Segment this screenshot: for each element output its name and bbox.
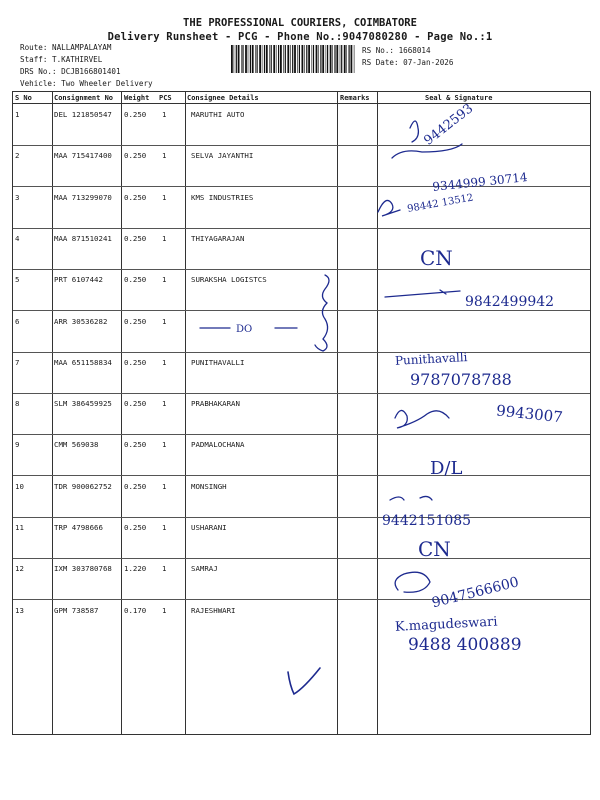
header-consignee: Consignee Details xyxy=(187,94,259,102)
handwritten-remark: CN xyxy=(418,537,451,561)
table-row xyxy=(13,393,590,435)
cell-pcs: 1 xyxy=(162,275,167,285)
cell-consignment: DEL 121850547 xyxy=(54,110,112,119)
cell-sno: 10 xyxy=(15,481,24,491)
cell-pcs: 1 xyxy=(162,605,167,615)
handwritten-phone: 9488 400889 xyxy=(408,635,522,655)
table-row xyxy=(13,352,590,394)
cell-sno: 5 xyxy=(15,275,20,285)
cell-consignment: MAA 871510241 xyxy=(54,233,112,243)
table-row xyxy=(13,434,590,476)
cell-consignment: TDR 900062752 xyxy=(54,481,112,491)
header-consignment: Consignment No xyxy=(54,94,114,102)
cell-consignment: TRP 4798666 xyxy=(54,523,103,532)
rs-date: RS Date: 07-Jan-2026 xyxy=(362,58,454,67)
rs-number: RS No.: 1668014 xyxy=(362,46,431,55)
cell-sno: 13 xyxy=(15,605,24,615)
cell-consignment: SLM 386459925 xyxy=(54,399,112,409)
header-seal: Seal & Signature xyxy=(425,94,493,102)
handwritten-phone: 9442151085 xyxy=(382,513,472,529)
table-row xyxy=(13,476,590,518)
handwritten-remark: D/L xyxy=(430,458,463,479)
cell-pcs: 1 xyxy=(162,481,167,491)
cell-consignee: PADMALOCHANA xyxy=(191,440,245,450)
cell-consignment: MAA 651158834 xyxy=(54,357,112,367)
table-row xyxy=(13,104,590,146)
cell-consignee: PUNITHAVALLI xyxy=(191,357,245,367)
cell-weight: 0.250 xyxy=(124,233,147,243)
cell-weight: 0.250 xyxy=(124,440,147,450)
handwritten-phone: 9842499942 xyxy=(465,294,555,310)
cell-weight: 0.250 xyxy=(124,110,147,119)
cell-sno: 7 xyxy=(15,357,20,367)
cell-weight: 0.250 xyxy=(124,481,147,491)
cell-consignee: PRABHAKARAN xyxy=(191,399,240,409)
cell-weight: 0.250 xyxy=(124,357,147,367)
table-row xyxy=(13,187,590,229)
cell-consignment: MAA 713299070 xyxy=(54,192,112,202)
cell-sno: 6 xyxy=(15,316,20,326)
handwritten-phone: 9047566600 xyxy=(430,574,521,612)
cell-consignment: GPM 738587 xyxy=(54,605,99,615)
runsheet-subtitle: Delivery Runsheet - PCG - Phone No.:9047080280 - Page No.:1 xyxy=(107,31,493,43)
cell-weight: 0.250 xyxy=(124,523,147,532)
cell-consignee: MONSINGH xyxy=(191,481,227,491)
cell-sno: 8 xyxy=(15,399,20,409)
cell-pcs: 1 xyxy=(162,399,167,409)
header-pcs: PCS xyxy=(159,94,172,102)
cell-weight: 0.250 xyxy=(124,151,147,161)
cell-consignee: KMS INDUSTRIES xyxy=(191,192,254,202)
table-row xyxy=(13,228,590,270)
header-remarks: Remarks xyxy=(340,94,370,102)
cell-pcs: 1 xyxy=(162,151,167,161)
cell-consignment: MAA 715417400 xyxy=(54,151,112,161)
table-row xyxy=(13,311,590,353)
barcode-image xyxy=(231,45,356,73)
runsheet-table xyxy=(12,91,591,735)
runsheet-meta-left xyxy=(20,42,153,90)
table-row xyxy=(13,145,590,187)
route-text: Route: NALLAMPALAYAM xyxy=(20,43,112,52)
cell-consignment: IXM 303780768 xyxy=(54,564,112,574)
handwritten-remark: CN xyxy=(420,246,453,270)
cell-pcs: 1 xyxy=(162,564,167,574)
handwritten-phone: 9442593 xyxy=(421,101,477,149)
cell-consignment: ARR 30536282 xyxy=(54,316,108,326)
cell-pcs: 1 xyxy=(162,440,167,450)
cell-pcs: 1 xyxy=(162,110,167,119)
cell-weight: 0.250 xyxy=(124,316,147,326)
cell-consignment: CMM 569038 xyxy=(54,440,99,450)
header-sno: S No xyxy=(15,94,32,102)
handwritten-phone: 98442 13512 xyxy=(406,192,475,215)
handwritten-phone: 9344999 30714 xyxy=(431,170,529,194)
cell-consignee: SELVA JAYANTHI xyxy=(191,151,254,161)
company-title: THE PROFESSIONAL COURIERS, COIMBATORE xyxy=(183,17,417,29)
runsheet-meta-right xyxy=(362,45,453,69)
table-header xyxy=(13,92,590,104)
table-row xyxy=(13,517,590,559)
cell-consignee: MARUTHI AUTO xyxy=(191,110,245,119)
cell-weight: 0.250 xyxy=(124,275,147,285)
cell-consignment: PRT 6107442 xyxy=(54,275,103,285)
cell-sno: 4 xyxy=(15,233,20,243)
cell-consignee: USHARANI xyxy=(191,523,227,532)
cell-sno: 12 xyxy=(15,564,24,574)
cell-consignee: RAJESHWARI xyxy=(191,605,236,615)
handwritten-phone: 9787078788 xyxy=(410,370,512,389)
cell-sno: 11 xyxy=(15,523,24,532)
table-row xyxy=(13,269,590,311)
cell-consignee: SAMRAJ xyxy=(191,564,218,574)
drs-number: DRS No.: DCJB166801401 xyxy=(20,67,121,76)
cell-weight: 0.170 xyxy=(124,605,147,615)
cell-sno: 1 xyxy=(15,110,20,119)
handwritten-name: K.magudeswari xyxy=(394,614,498,635)
cell-weight: 0.250 xyxy=(124,192,147,202)
vehicle-text: Vehicle: Two Wheeler Delivery xyxy=(20,79,153,88)
cell-pcs: 1 xyxy=(162,316,167,326)
cell-sno: 9 xyxy=(15,440,20,450)
handwritten-ditto: DO xyxy=(236,324,253,335)
handwritten-phone: 9943007 xyxy=(495,401,564,427)
cell-consignee: THIYAGARAJAN xyxy=(191,233,245,243)
cell-weight: 0.250 xyxy=(124,399,147,409)
cell-weight: 1.220 xyxy=(124,564,147,574)
handwritten-name: Punithavalli xyxy=(394,350,468,368)
table-row xyxy=(13,558,590,600)
cell-pcs: 1 xyxy=(162,192,167,202)
cell-sno: 3 xyxy=(15,192,20,202)
cell-consignee: SURAKSHA LOGISTCS xyxy=(191,275,267,285)
cell-pcs: 1 xyxy=(162,233,167,243)
table-row xyxy=(13,600,590,641)
staff-text: Staff: T.KATHIRVEL xyxy=(20,55,103,64)
header-weight: Weight xyxy=(124,94,150,102)
cell-pcs: 1 xyxy=(162,523,167,532)
cell-sno: 2 xyxy=(15,151,20,161)
cell-pcs: 1 xyxy=(162,357,167,367)
